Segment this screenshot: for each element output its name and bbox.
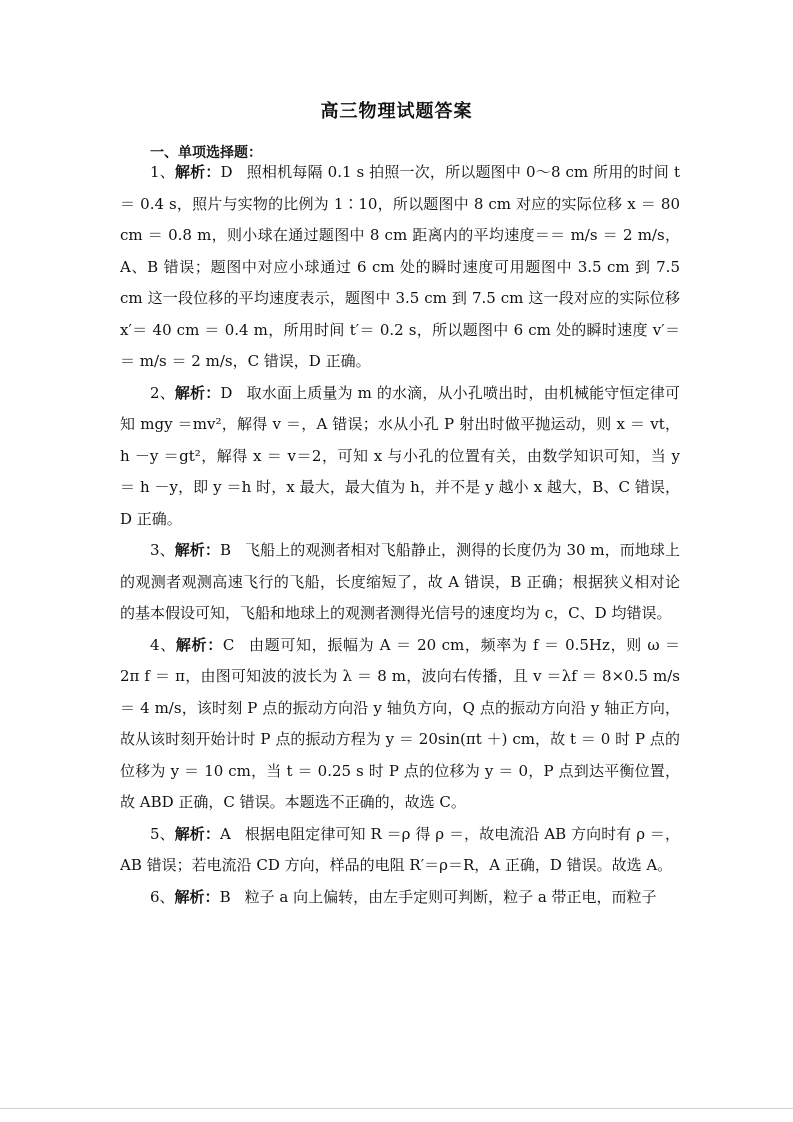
answer-number: 1、 (150, 163, 175, 181)
answer-text: 取水面上质量为 m 的水滴，从小孔喷出时，由机械能守恒定律可知 mgy ＝mv²，解得 v ＝，A 错误；水从小孔 P 射出时做平抛运动，则 x ＝ vt，h －y ＝gt²，解得 x ＝ v＝2，可知 x 与小孔的位置有关，由数学知识可知，当 y ＝ h －y，即 y ＝h 时，x 最大，最大值为 h，并不是 y 越小 x 越大，B、C 错误，D 正确。 (120, 383, 680, 528)
section-heading: 一、单项选择题： (150, 145, 262, 161)
answer-choice: A (219, 824, 231, 843)
answer-label: 解析： (175, 635, 223, 654)
answer-item-4 (120, 630, 680, 819)
answer-text: 粒子 a 向上偏转，由左手定则可判断，粒子 a 带正电，而粒子 (244, 887, 657, 906)
answer-number: 3、 (150, 541, 175, 559)
answer-text: 飞船上的观测者相对飞船静止，测得的长度仍为 30 m，而地球上的观测者观测高速飞行的飞船，长度缩短了，故 A 错误，B 正确；根据狭义相对论的基本假设可知，飞船和地球上的观测者测得光信号的速度均为 c，C、D 均错误。 (120, 541, 680, 622)
answer-item-1 (120, 157, 680, 378)
answer-text: 由题可知，振幅为 A ＝ 20 cm，频率为 f ＝ 0.5Hz，则 ω ＝ 2π f ＝ π，由图可知波的波长为 λ ＝ 8 m，波向右传播，且 v ＝λf ＝ 8×0.5 m/s ＝ 4 m/s，该时刻 P 点的振动方向沿 y 轴负方向，Q 点的振动方向沿 y 轴正方向，故从该时刻开始计时 P 点的振动方程为 y ＝ 20sin(πt ＋) cm，故 t ＝ 0 时 P 点的位移为 y ＝ 10 cm，当 t ＝ 0.25 s 时 P 点的位移为 y ＝ 0，P 点到达平衡位置，故 ABD 正确，C 错误。本题选不正确的，故选 C。 (120, 635, 680, 811)
answer-label: 解析： (174, 541, 220, 559)
answer-list (120, 157, 680, 913)
answer-item-2 (120, 378, 680, 536)
answer-item-5 (120, 819, 680, 882)
answer-number: 4、 (150, 635, 176, 654)
answer-text: 根据电阻定律可知 R ＝ρ 得 ρ ＝，故电流沿 AB 方向时有 ρ ＝，AB 错误；若电流沿 CD 方向，样品的电阻 R′＝ρ＝R，A 正确，D 错误。故选 A。 (120, 824, 680, 874)
answer-label: 解析： (174, 163, 221, 181)
answer-number: 2、 (150, 383, 175, 402)
answer-label: 解析： (174, 383, 221, 402)
answer-text: 照相机每隔 0.1 s 拍照一次，所以题图中 0～8 cm 所用的时间 t ＝ 0.4 s，照片与实物的比例为 1∶10，所以题图中 8 cm 对应的实际位移 x ＝ 80 cm ＝ 0.8 m，则小球在通过题图中 8 cm 距离内的平均速度＝＝ m/s ＝ 2 m/s，A、B 错误；题图中对应小球通过 6 cm 处的瞬时速度可用题图中 3.5 cm 到 7.5 cm 这一段位移的平均速度表示，题图中 3.5 cm 到 7.5 cm 这一段对应的实际位移 x′＝ 40 cm ＝ 0.4 m，所用时间 t′＝ 0.2 s，所以题图中 6 cm 处的瞬时速度 v′＝＝ m/s ＝ 2 m/s，C 错误，D 正确。 (120, 163, 680, 370)
answer-label: 解析： (174, 824, 220, 843)
answer-item-3 (120, 535, 680, 630)
page-bottom-divider (0, 1108, 793, 1109)
answer-label: 解析： (174, 887, 220, 906)
answer-choice: C (222, 635, 235, 654)
answer-choice: D (220, 383, 233, 402)
answer-number: 5、 (150, 824, 175, 843)
answer-number: 6、 (150, 887, 175, 906)
answer-item-6 (120, 882, 680, 914)
answer-choice: B (219, 541, 231, 559)
answer-choice: D (220, 163, 233, 181)
page-title: 高三物理试题答案 (320, 101, 473, 122)
answer-choice: B (219, 887, 231, 906)
